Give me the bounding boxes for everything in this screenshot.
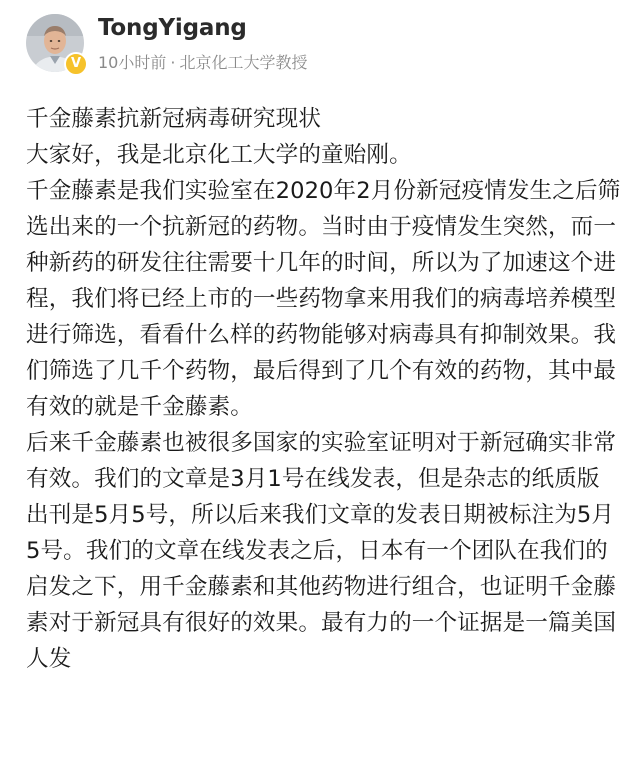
author-title: 北京化工大学教授 bbox=[179, 53, 308, 72]
post-header bbox=[0, 0, 640, 90]
post-title: 千金藤素抗新冠病毒研究现状 bbox=[26, 106, 322, 132]
verified-badge-icon: V bbox=[64, 52, 88, 76]
post-meta bbox=[98, 50, 307, 73]
post-time: 10小时前 bbox=[98, 53, 167, 72]
post-body bbox=[26, 101, 622, 677]
post-paragraph: 大家好，我是北京化工大学的童贻刚。 bbox=[26, 142, 412, 168]
avatar[interactable] bbox=[26, 14, 84, 72]
meta-separator: · bbox=[170, 53, 176, 72]
post-paragraph: 后来千金藤素也被很多国家的实验室证明对于新冠确实非常有效。我们的文章是3月1号在线发表，但是杂志的纸质版出刊是5月5号，所以后来我们文章的发表日期被标注为5月5号。我们的文章在线发表之后，日本有一个团队在我们的启发之下，用千金藤素和其他药物进行组合，也证明千金藤素对于新冠具有很好的效果。最有力的一个证据是一篇美国人发 bbox=[26, 430, 617, 672]
author-name[interactable]: TongYigang bbox=[98, 15, 247, 41]
post-paragraph: 千金藤素是我们实验室在2020年2月份新冠疫情发生之后筛选出来的一个抗新冠的药物。当时由于疫情发生突然，而一种新药的研发往往需要十几年的时间，所以为了加速这个进程，我们将已经上市的一些药物拿来用我们的病毒培养模型进行筛选，看看什么样的药物能够对病毒具有抑制效果。我们筛选了几千个药物，最后得到了几个有效的药物，其中最有效的就是千金藤素。 bbox=[26, 178, 621, 420]
